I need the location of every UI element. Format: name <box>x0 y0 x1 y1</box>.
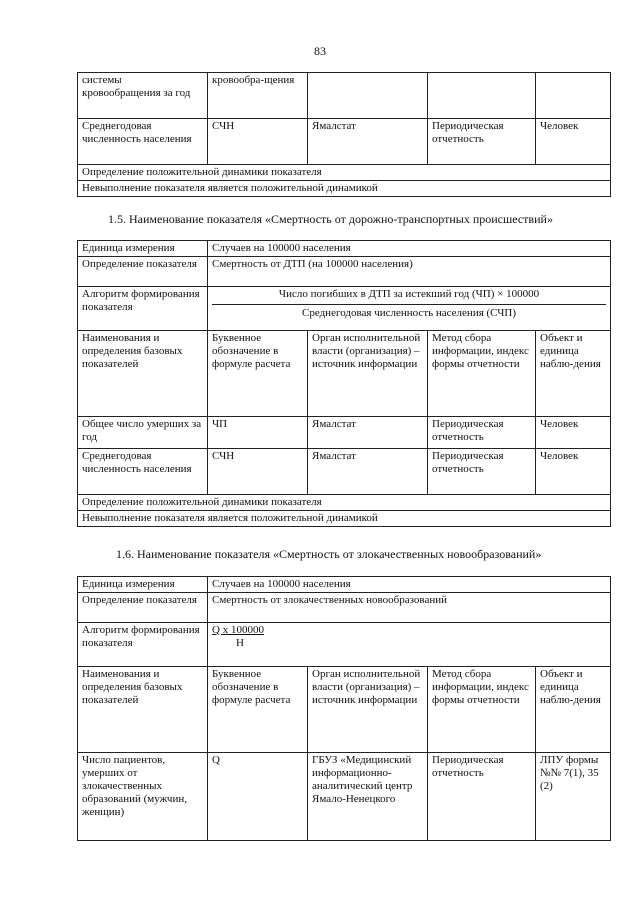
cell: Человек <box>536 119 611 165</box>
cell: Ямалстат <box>308 449 428 495</box>
table-row <box>78 181 611 197</box>
cell: Ямалстат <box>308 417 428 449</box>
header-cell: Объект и единица наблю-дения <box>536 667 611 753</box>
section-heading-1-5: 1.5. Наименование показателя «Смертность от дорожно-транспортных происшествий» <box>108 212 553 226</box>
unit-value: Случаев на 100000 населения <box>208 241 611 257</box>
header-cell: Буквенное обозначение в формуле расчета <box>208 331 308 417</box>
header-cell: Орган исполнительной власти (организация) – источник информации <box>308 667 428 753</box>
cell: Среднегодовая численность населения <box>78 119 208 165</box>
cell: Периодическая отчетность <box>428 417 536 449</box>
algorithm-label: Алгоритм формирования показателя <box>78 287 208 331</box>
cell: ЧП <box>208 417 308 449</box>
table-section-1-6 <box>77 576 611 841</box>
header-cell: Наименования и определения базовых показателей <box>78 667 208 753</box>
cell: ГБУЗ «Медицинский информационно-аналитический центр Ямало-Ненецкого <box>308 753 428 841</box>
cell: системы кровообращения за год <box>78 73 208 119</box>
table-row <box>78 331 611 417</box>
table-row <box>78 119 611 165</box>
unit-label: Единица измерения <box>78 241 208 257</box>
cell: Общее число умерших за год <box>78 417 208 449</box>
table-row <box>78 73 611 119</box>
algorithm-formula <box>208 623 611 667</box>
table-row <box>78 257 611 287</box>
cell: Число пациентов, умерших от злокачественных образований (мужчин, женщин) <box>78 753 208 841</box>
cell <box>308 73 428 119</box>
formula-denominator: Среднегодовая численность населения (СЧП) <box>212 304 606 320</box>
definition-label: Определение показателя <box>78 593 208 623</box>
cell: Периодическая отчетность <box>428 119 536 165</box>
table-row <box>78 753 611 841</box>
page-number: 83 <box>314 44 326 58</box>
table-row <box>78 287 611 331</box>
algorithm-formula <box>208 287 611 331</box>
cell: Среднегодовая численность населения <box>78 449 208 495</box>
cell: Q <box>208 753 308 841</box>
table-row <box>78 417 611 449</box>
formula-numerator: Число погибших в ДТП за истекший год (ЧП) × 100000 <box>278 288 540 300</box>
section-heading-1-6: 1.6. Наименование показателя «Смертность от злокачественных новообразований» <box>116 547 542 561</box>
definition-row: Определение положительной динамики показателя <box>78 165 611 181</box>
header-cell: Орган исполнительной власти (организация) – источник информации <box>308 331 428 417</box>
definition-value: Смертность от злокачественных новообразований <box>208 593 611 623</box>
header-cell: Метод сбора информации, индекс формы отчетности <box>428 667 536 753</box>
cell: Человек <box>536 449 611 495</box>
table-row <box>78 241 611 257</box>
cell: Ямалстат <box>308 119 428 165</box>
cell <box>536 73 611 119</box>
cell: кровообра-щения <box>208 73 308 119</box>
header-cell: Буквенное обозначение в формуле расчета <box>208 667 308 753</box>
cell <box>428 73 536 119</box>
unit-value: Случаев на 100000 населения <box>208 577 611 593</box>
table-row <box>78 165 611 181</box>
header-cell: Объект и единица наблю-дения <box>536 331 611 417</box>
table-row <box>78 623 611 667</box>
table-row <box>78 511 611 527</box>
unit-label: Единица измерения <box>78 577 208 593</box>
cell: Человек <box>536 417 611 449</box>
header-cell: Наименования и определения базовых показателей <box>78 331 208 417</box>
definition-row: Определение положительной динамики показателя <box>78 495 611 511</box>
cell: Периодическая отчетность <box>428 449 536 495</box>
algorithm-label: Алгоритм формирования показателя <box>78 623 208 667</box>
formula-denominator: Н <box>236 637 244 649</box>
table-continuation <box>77 72 611 197</box>
table-row <box>78 495 611 511</box>
header-cell: Метод сбора информации, индекс формы отчетности <box>428 331 536 417</box>
cell: СЧН <box>208 449 308 495</box>
negative-dynamics-row: Невыполнение показателя является положительной динамикой <box>78 511 611 527</box>
cell: Периодическая отчетность <box>428 753 536 841</box>
formula-numerator: Q x 100000 <box>212 624 264 636</box>
definition-label: Определение показателя <box>78 257 208 287</box>
table-row <box>78 593 611 623</box>
table-row <box>78 577 611 593</box>
definition-value: Смертность от ДТП (на 100000 населения) <box>208 257 611 287</box>
table-row <box>78 667 611 753</box>
cell: ЛПУ формы №№ 7(1), 35 (2) <box>536 753 611 841</box>
cell: СЧН <box>208 119 308 165</box>
negative-dynamics-row: Невыполнение показателя является положительной динамикой <box>78 181 611 197</box>
table-section-1-5 <box>77 240 611 527</box>
table-row <box>78 449 611 495</box>
